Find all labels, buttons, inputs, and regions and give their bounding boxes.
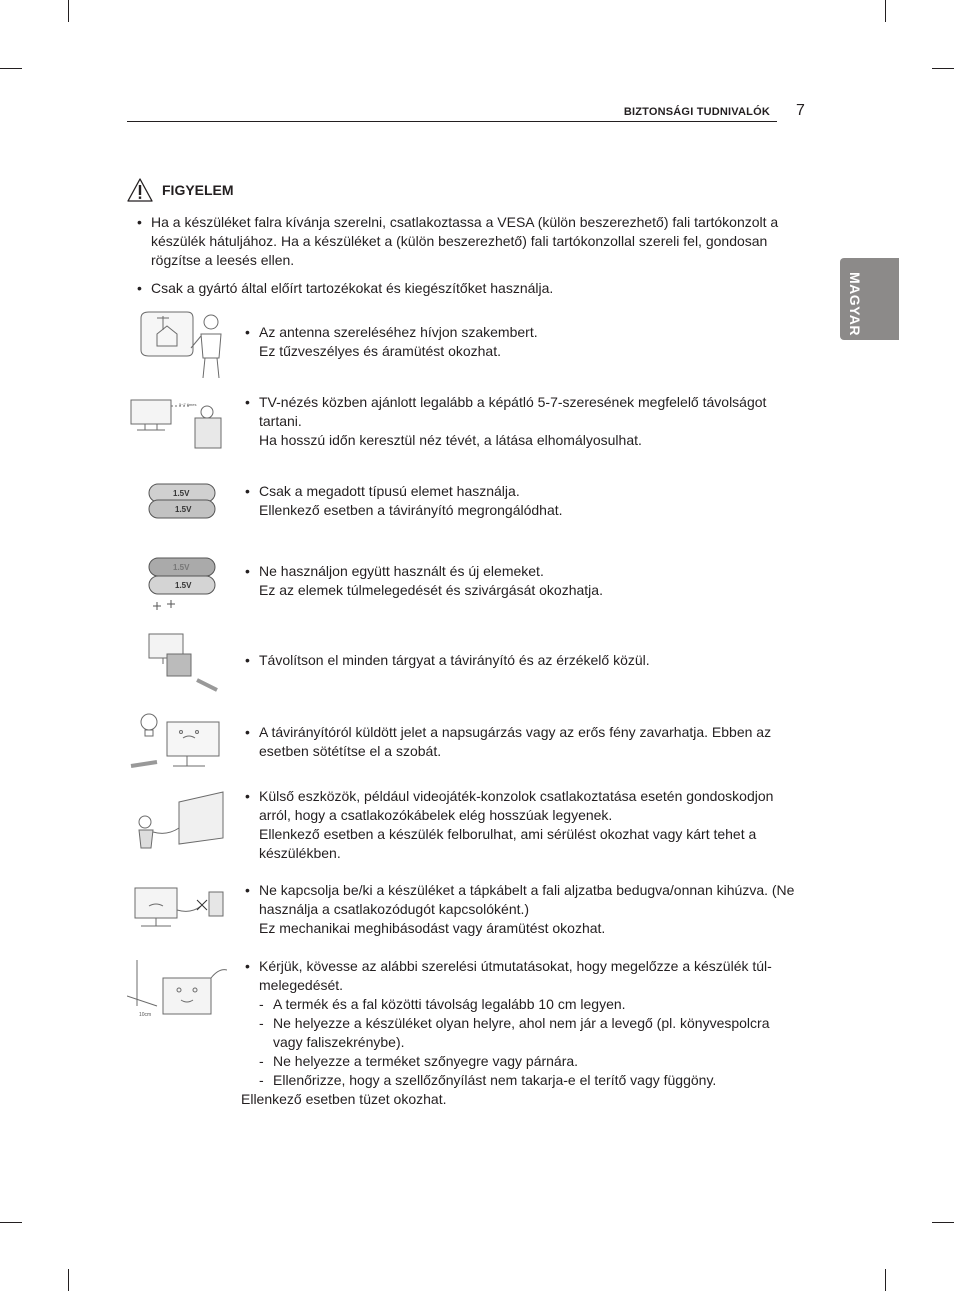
svg-text:1.5V: 1.5V [173,563,190,572]
svg-text:1.5V: 1.5V [175,505,192,514]
caution-title: FIGYELEM [162,182,234,198]
caution-heading [127,176,234,204]
item-footnote: Ellenkező esetben tüzet okozhat. [241,1091,447,1107]
sub-item: - Ellenőrizze, hogy a szellőzőnyílást nem takarja-e el terítő vagy függöny. [259,1072,717,1088]
intro-bullet: • Csak a gyártó által előírt tartozékokat és kiegészítőket használja. [137,280,554,296]
item-text: • Ne kapcsolja be/ki a készüléket a tápkábelt a fali aljzatba bedugva/onnan kihúzva. (Ne használja a csatlakozódugót kapcsolóként.) Ez mechanikai meghibásodást vagy áramütést okozhat. [245,882,795,936]
item-text: • Ne használjon együtt használt és új elemeket. Ez az elemek túlmelegedését és szivárgását okozhatja. [245,563,603,598]
svg-text:1.5V: 1.5V [175,581,192,590]
page-number: 7 [796,102,805,119]
mixed-batteries-illustration [127,550,227,624]
console-cable-illustration [127,788,227,862]
crop-mark [68,0,69,22]
item-text: • Csak a megadott típusú elemet használja. Ellenkező esetben a távirányító megrongálódhat. [245,483,563,518]
item-text: • Kérjük, kövesse az alábbi szerelési útmutatásokat, hogy megelőzze a készülék túl-melegedését. - A termék és a fal közötti távolság legalább 10 cm legyen. - Ne helyezze a készüléket olyan helyre, ahol nem jár a levegő (pl. könyvespolcra vagy faliszekrénybe). - Ne helyezze a terméket szőnyegre vagy párnára. - Ellenőrizze, hogy a szellőzőnyílást nem takarja-e el terítő vagy függöny. Ellenkező esetben tüzet okozhat. [245,957,797,1109]
language-tab-label: MAGYAR [847,272,863,336]
crop-mark [885,1269,886,1291]
sub-item: - Ne helyezze a terméket szőnyegre vagy párnára. [259,1053,579,1069]
item-text: • TV-nézés közben ajánlott legalább a képátló 5-7-szeresének megfelelő távolságot tartani. Ha hosszú időn keresztül néz tévét, a látása elhomályosulhat. [245,394,767,448]
section-title: BIZTONSÁGI TUDNIVALÓK [623,106,770,118]
ventilation-illustration [127,956,227,1030]
crop-mark [885,0,886,22]
crop-mark [932,1222,954,1223]
tv-viewing-distance-illustration [127,386,227,460]
bright-light-tv-illustration [127,708,227,782]
language-tab [840,258,899,340]
crop-mark [68,1269,69,1291]
header-divider [127,121,777,122]
item-text: • Távolítson el minden tárgyat a távirányító és az érzékelő közül. [245,652,650,668]
antenna-technician-illustration [127,308,227,382]
sub-item: - Ne helyezze a készüléket olyan helyre, ahol nem jár a levegő (pl. könyvespolcra vagy faliszekrénybe). [259,1015,770,1050]
item-text: • Külső eszközök, például videojáték-konzolok csatlakoztatása esetén gondoskodjon arról, hogy a csatlakozókábelek elég hosszúak legyenek. Ellenkező esetben a készülék felborulhat, ami sérülést okozhat vagy kárt tehet a készülékben. [245,788,774,861]
batteries-illustration [127,474,227,548]
item-text: • A távirányítóról küldött jelet a napsugárzás vagy az erős fény zavarhatja. Ebben az esetben sötétítse el a szobát. [245,724,772,759]
distance-label: 5~7 times [179,402,197,407]
remote-obstacle-illustration [127,628,227,702]
power-plug-illustration [127,880,227,954]
sub-item: - A termék és a fal közötti távolság legalább 10 cm legyen. [259,996,626,1012]
warning-triangle-icon [127,178,153,202]
crop-mark [0,1222,22,1223]
clearance-label: 10cm [139,1012,152,1018]
svg-text:1.5V: 1.5V [173,489,190,498]
crop-mark [932,68,954,69]
item-text: • Az antenna szereléséhez hívjon szakembert. Ez tűzveszélyes és áramütést okozhat. [245,324,538,359]
intro-bullet: • Ha a készüléket falra kívánja szerelni, csatlakoztassa a VESA (külön beszerezhető) fali tartókonzolt a készülék hátuljához. Ha a készüléket a (külön beszerezhető) fali tartókonzollal szereli fel, gondosan rögzítse a leesés ellen. [137,214,779,268]
crop-mark [0,68,22,69]
